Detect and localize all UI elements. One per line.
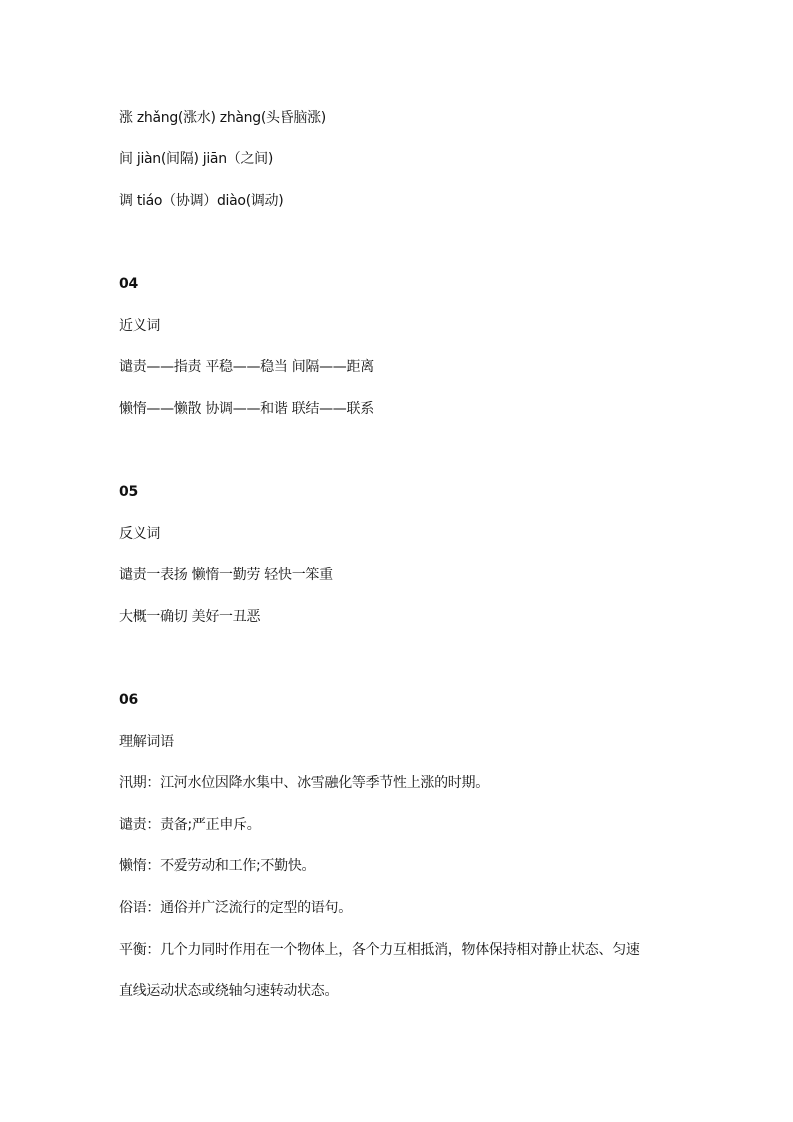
definition-line: 平衡：几个力同时作用在一个物体上，各个力互相抵消，物体保持相对静止状态、匀速 bbox=[119, 942, 640, 958]
polyphone-line-tiao: 调 tiáo（协调）diào(调动) bbox=[119, 193, 284, 209]
synonyms-line: 懒惰——懒散 协调——和谐 联结——联系 bbox=[119, 401, 374, 417]
section-number-06: 06 bbox=[119, 692, 138, 708]
antonyms-line: 谴责一表扬 懒惰一勤劳 轻快一笨重 bbox=[119, 567, 333, 583]
definition-line: 谴责：责备;严正申斥。 bbox=[119, 817, 261, 833]
definition-line: 汛期：江河水位因降水集中、冰雪融化等季节性上涨的时期。 bbox=[119, 775, 489, 791]
polyphone-line-jian: 间 jiàn(间隔) jiān（之间) bbox=[119, 151, 274, 167]
polyphone-line-zhang: 涨 zhǎng(涨水) zhàng(头昏脑涨) bbox=[119, 110, 326, 126]
section-title-antonyms: 反义词 bbox=[119, 526, 161, 542]
definition-line: 懒惰：不爱劳动和工作;不勤快。 bbox=[119, 858, 316, 874]
antonyms-line: 大概一确切 美好一丑恶 bbox=[119, 609, 261, 625]
synonyms-line: 谴责——指责 平稳——稳当 间隔——距离 bbox=[119, 359, 374, 375]
section-title-synonyms: 近义词 bbox=[119, 318, 161, 334]
section-number-05: 05 bbox=[119, 484, 138, 500]
definition-line-continued: 直线运动状态或绕轴匀速转动状态。 bbox=[119, 983, 339, 999]
definition-line: 俗语：通俗并广泛流行的定型的语句。 bbox=[119, 900, 352, 916]
section-title-word-meanings: 理解词语 bbox=[119, 734, 174, 750]
section-number-04: 04 bbox=[119, 276, 138, 292]
